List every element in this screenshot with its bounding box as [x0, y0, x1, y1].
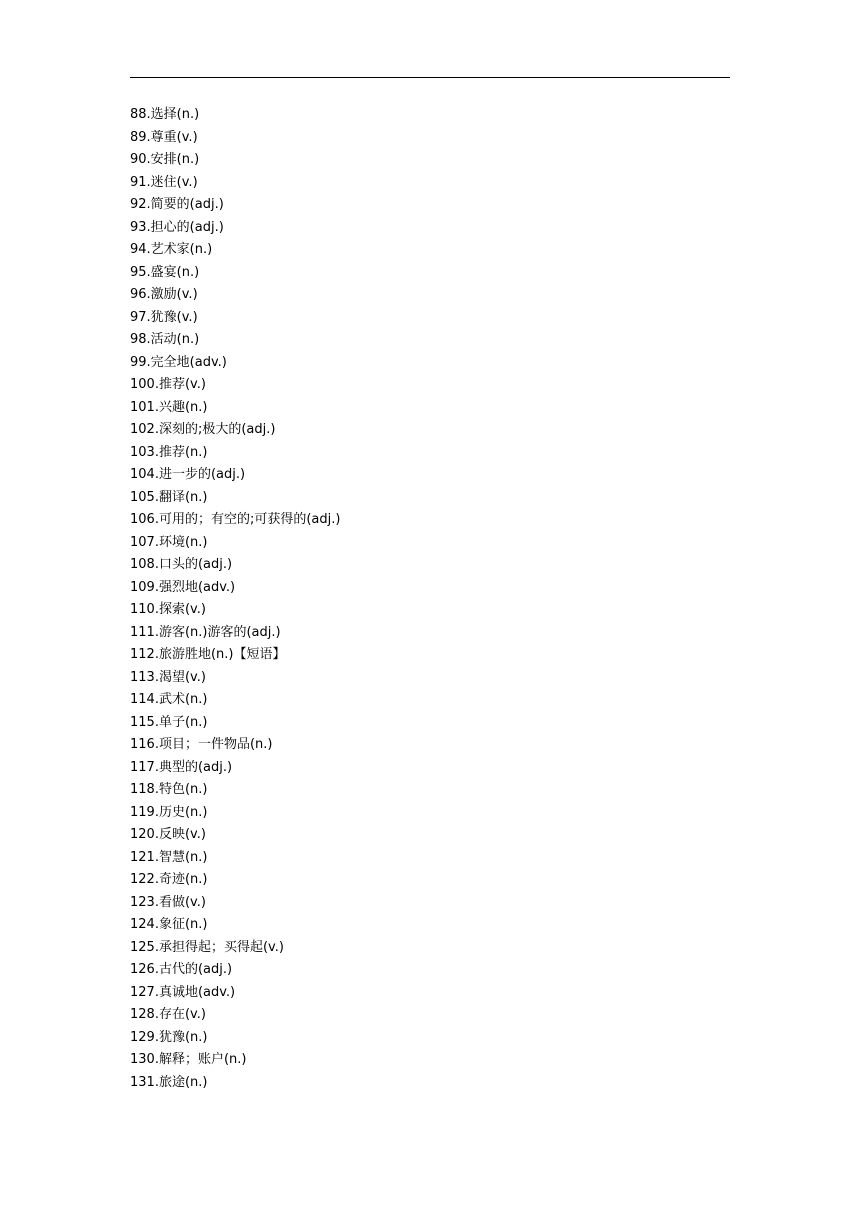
- vocabulary-entry: 130.解释；账户(n.): [130, 1052, 247, 1067]
- vocabulary-entry: 121.智慧(n.): [130, 849, 208, 865]
- vocabulary-entry: 127.真诚地(adv.): [130, 984, 236, 1000]
- vocabulary-entry: 97.犹豫(v.): [130, 309, 198, 325]
- vocabulary-entry: 119.历史(n.): [130, 804, 208, 820]
- vocabulary-entry: 90.安排(n.): [130, 152, 200, 167]
- vocabulary-entry: 96.激励(v.): [130, 287, 198, 302]
- vocabulary-entry: 103.推荐(n.): [130, 444, 208, 460]
- vocabulary-entry: 108.口头的(adj.): [130, 557, 233, 572]
- vocabulary-entry: 111.游客(n.)游客的(adj.): [130, 624, 281, 640]
- vocabulary-entry: 113.渴望(v.): [130, 669, 206, 685]
- vocabulary-entry: 126.古代的(adj.): [130, 962, 233, 977]
- vocabulary-entry: 117.典型的(adj.): [130, 759, 233, 775]
- vocabulary-entry: 114.武术(n.): [130, 692, 208, 707]
- vocabulary-entry: 109.强烈地(adv.): [130, 579, 236, 595]
- vocabulary-entry: 115.单子(n.): [130, 714, 208, 730]
- vocabulary-list: [130, 104, 340, 1094]
- vocabulary-entry: 99.完全地(adv.): [130, 354, 227, 370]
- vocabulary-entry: 107.环境(n.): [130, 534, 208, 550]
- vocabulary-entry: 91.迷住(v.): [130, 174, 198, 190]
- vocabulary-entry: 131.旅途(n.): [130, 1074, 208, 1090]
- vocabulary-entry: 123.看做(v.): [130, 894, 206, 910]
- vocabulary-entry: 102.深刻的;极大的(adj.): [130, 422, 276, 437]
- vocabulary-entry: 128.存在(v.): [130, 1007, 206, 1022]
- vocabulary-entry: 129.犹豫(n.): [130, 1029, 208, 1045]
- vocabulary-entry: 112.旅游胜地(n.)【短语】: [130, 647, 286, 662]
- vocabulary-entry: 124.象征(n.): [130, 917, 208, 932]
- vocabulary-entry: 125.承担得起；买得起(v.): [130, 939, 284, 955]
- vocabulary-entry: 116.项目；一件物品(n.): [130, 737, 273, 752]
- vocabulary-entry: 95.盛宴(n.): [130, 264, 200, 280]
- vocabulary-entry: 104.进一步的(adj.): [130, 467, 246, 482]
- vocabulary-entry: 120.反映(v.): [130, 827, 206, 842]
- vocabulary-entry: 122.奇迹(n.): [130, 872, 208, 887]
- vocabulary-entry: 98.活动(n.): [130, 332, 200, 347]
- vocabulary-entry: 105.翻译(n.): [130, 489, 208, 505]
- vocabulary-entry: 110.探索(v.): [130, 602, 206, 617]
- vocabulary-entry: 92.简要的(adj.): [130, 197, 224, 212]
- vocabulary-entry: 118.特色(n.): [130, 782, 208, 797]
- vocabulary-entry: 101.兴趣(n.): [130, 399, 208, 415]
- vocabulary-entry: 88.选择(n.): [130, 107, 200, 122]
- vocabulary-entry: 106.可用的；有空的;可获得的(adj.): [130, 512, 341, 527]
- vocabulary-entry: 100.推荐(v.): [130, 377, 206, 392]
- vocabulary-entry: 94.艺术家(n.): [130, 242, 213, 257]
- header-divider: [130, 77, 730, 78]
- vocabulary-entry: 93.担心的(adj.): [130, 219, 224, 235]
- vocabulary-entry: 89.尊重(v.): [130, 129, 198, 145]
